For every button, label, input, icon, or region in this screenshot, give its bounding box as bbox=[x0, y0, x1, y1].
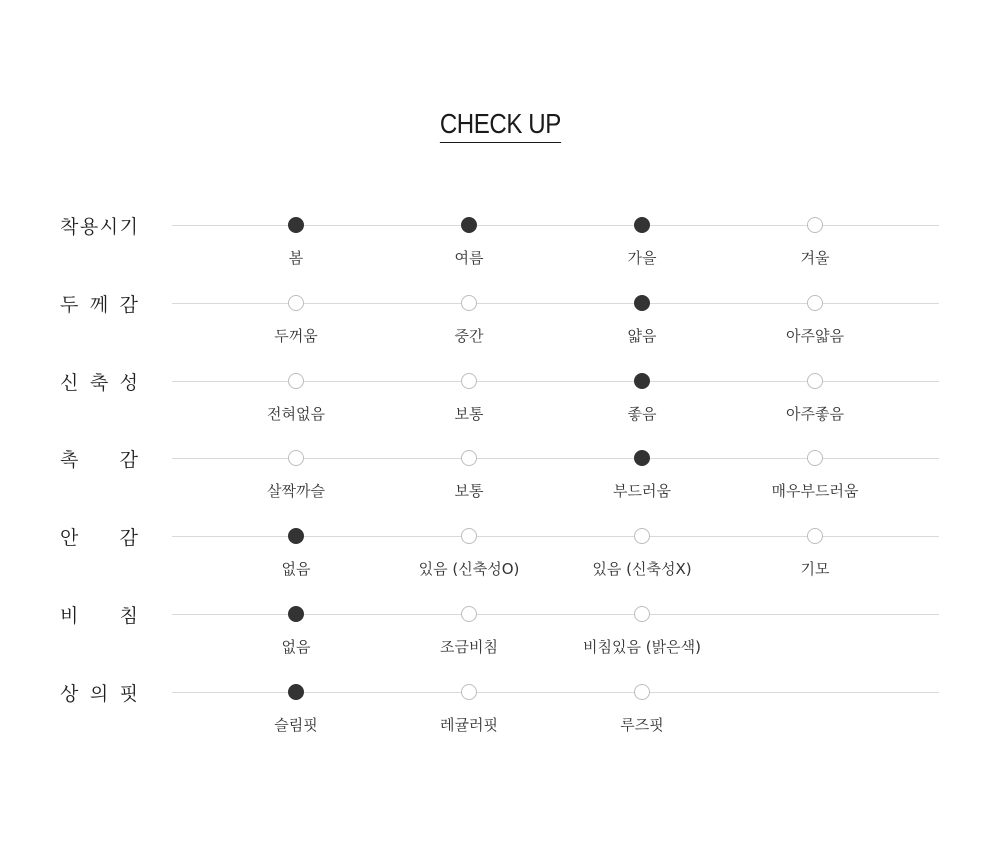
option-label: 좋음 bbox=[627, 405, 657, 423]
filled-circle-icon bbox=[634, 295, 650, 311]
row-label-char: 착 bbox=[60, 215, 79, 238]
filled-circle-icon bbox=[461, 217, 477, 233]
empty-circle-icon bbox=[461, 373, 477, 389]
option-label: 부드러움 bbox=[613, 482, 671, 500]
empty-circle-icon bbox=[807, 217, 823, 233]
option-label: 중간 bbox=[454, 327, 484, 345]
option-label: 겨울 bbox=[800, 249, 830, 267]
row-label bbox=[60, 291, 138, 315]
row-label bbox=[60, 602, 138, 626]
option-label: 루즈핏 bbox=[620, 716, 664, 734]
row-label-char: 안 bbox=[60, 526, 79, 549]
row-label-char: 촉 bbox=[60, 448, 79, 471]
option-label: 봄 bbox=[288, 249, 304, 267]
row-label-char: 비 bbox=[60, 604, 79, 627]
empty-circle-icon bbox=[461, 450, 477, 466]
empty-circle-icon bbox=[461, 528, 477, 544]
option-label: 매우부드러움 bbox=[771, 482, 859, 500]
option-label: 없음 bbox=[281, 560, 311, 578]
empty-circle-icon bbox=[288, 373, 304, 389]
filled-circle-icon bbox=[288, 217, 304, 233]
section-title bbox=[0, 108, 1000, 143]
option-label: 여름 bbox=[454, 249, 484, 267]
row-label bbox=[60, 369, 138, 393]
row-label-char: 핏 bbox=[119, 682, 138, 705]
filled-circle-icon bbox=[634, 450, 650, 466]
checkup-row bbox=[0, 215, 1000, 285]
empty-circle-icon bbox=[807, 528, 823, 544]
option-label: 비침있음 (밝은색) bbox=[583, 638, 701, 656]
checkup-row bbox=[0, 448, 1000, 518]
checkup-row bbox=[0, 604, 1000, 674]
row-label-char: 두 bbox=[60, 293, 79, 316]
row-label-char: 의 bbox=[89, 682, 109, 705]
checkup-row bbox=[0, 293, 1000, 363]
empty-circle-icon bbox=[288, 295, 304, 311]
option-label: 없음 bbox=[281, 638, 311, 656]
empty-circle-icon bbox=[807, 295, 823, 311]
row-label bbox=[60, 213, 138, 237]
row-label bbox=[60, 446, 138, 470]
checkup-row bbox=[0, 526, 1000, 596]
row-label-char: 침 bbox=[119, 604, 138, 627]
option-label: 슬림핏 bbox=[274, 716, 318, 734]
option-label: 보통 bbox=[454, 482, 484, 500]
option-label: 기모 bbox=[800, 560, 830, 578]
option-label: 있음 (신축성X) bbox=[592, 560, 692, 578]
row-label bbox=[60, 524, 138, 548]
filled-circle-icon bbox=[288, 684, 304, 700]
empty-circle-icon bbox=[634, 684, 650, 700]
option-label: 아주얇음 bbox=[786, 327, 844, 345]
option-label: 두꺼움 bbox=[274, 327, 318, 345]
row-label-char: 께 bbox=[89, 293, 109, 316]
option-label: 가을 bbox=[627, 249, 657, 267]
empty-circle-icon bbox=[807, 450, 823, 466]
empty-circle-icon bbox=[461, 684, 477, 700]
option-label: 살짝까슬 bbox=[267, 482, 325, 500]
option-label: 아주좋음 bbox=[786, 405, 844, 423]
row-label-char: 성 bbox=[119, 371, 138, 394]
filled-circle-icon bbox=[634, 373, 650, 389]
row-label-char: 축 bbox=[89, 371, 109, 394]
row-label-char: 신 bbox=[60, 371, 79, 394]
empty-circle-icon bbox=[634, 606, 650, 622]
row-label-char: 감 bbox=[119, 448, 138, 471]
option-label: 조금비침 bbox=[440, 638, 498, 656]
checkup-row bbox=[0, 371, 1000, 441]
row-label bbox=[60, 680, 138, 704]
row-label-char: 감 bbox=[119, 293, 138, 316]
option-label: 보통 bbox=[454, 405, 484, 423]
checkup-row bbox=[0, 682, 1000, 752]
option-label: 있음 (신축성O) bbox=[418, 560, 520, 578]
filled-circle-icon bbox=[288, 606, 304, 622]
filled-circle-icon bbox=[634, 217, 650, 233]
filled-circle-icon bbox=[288, 528, 304, 544]
row-label-char: 상 bbox=[60, 682, 79, 705]
empty-circle-icon bbox=[807, 373, 823, 389]
empty-circle-icon bbox=[461, 606, 477, 622]
section-title-text: CHECK UP bbox=[439, 108, 560, 143]
row-label-char: 시 bbox=[99, 215, 119, 238]
empty-circle-icon bbox=[288, 450, 304, 466]
option-label: 레귤러핏 bbox=[440, 716, 498, 734]
row-label-char: 기 bbox=[119, 215, 138, 238]
row-label-char: 용 bbox=[79, 215, 99, 238]
option-label: 전혀없음 bbox=[267, 405, 325, 423]
empty-circle-icon bbox=[634, 528, 650, 544]
row-label-char: 감 bbox=[119, 526, 138, 549]
option-label: 얇음 bbox=[627, 327, 657, 345]
empty-circle-icon bbox=[461, 295, 477, 311]
